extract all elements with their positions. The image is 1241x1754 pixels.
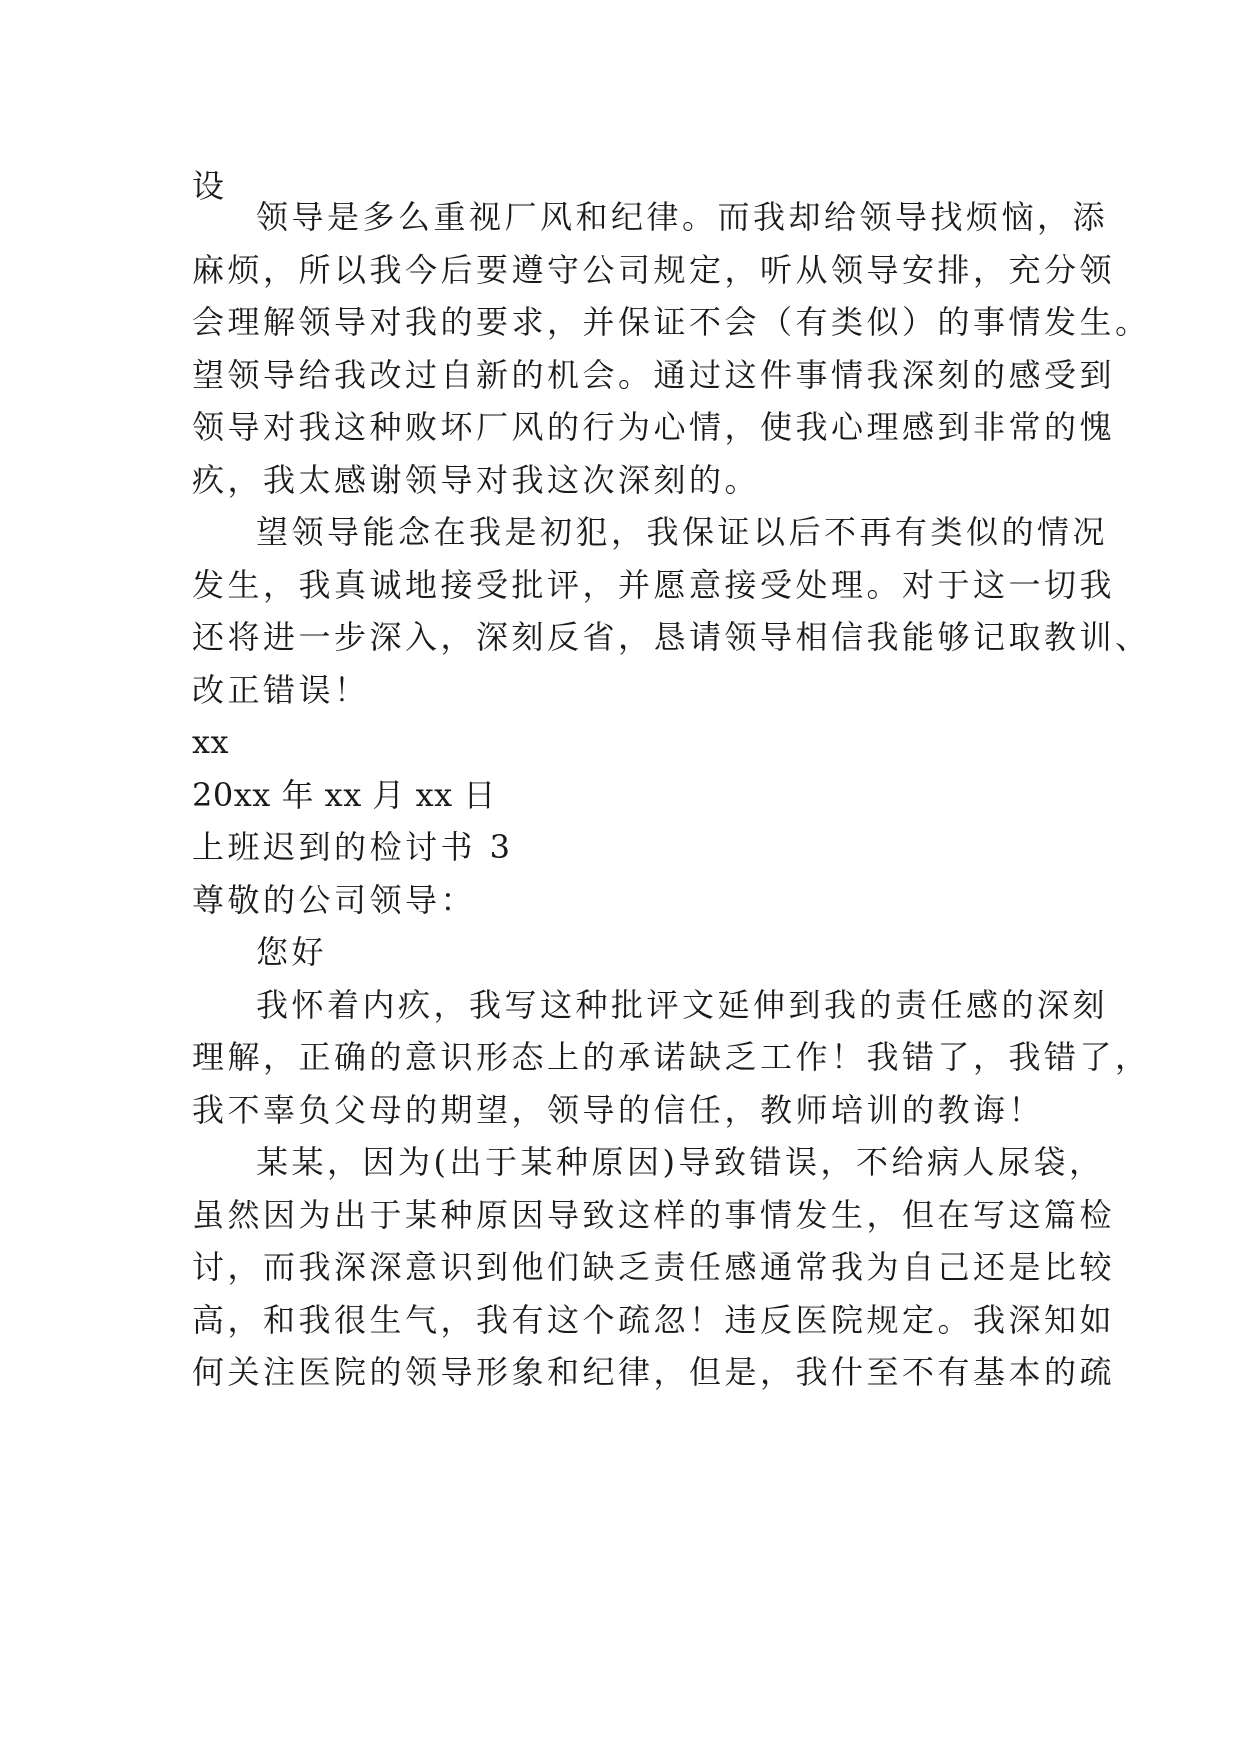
salutation: 尊敬的公司领导： bbox=[192, 881, 477, 919]
text-line-21: 虽然因为出于某种原因导致这样的事情发生，但在写这篇检 bbox=[192, 1196, 1116, 1234]
text-line-17: 我怀着内疚，我写这种批评文延伸到我的责任感的深刻 bbox=[256, 986, 1109, 1024]
text-line-1: 设 bbox=[192, 167, 228, 205]
text-line-9: 发生，我真诚地接受批评，并愿意接受处理。对于这一切我 bbox=[192, 566, 1116, 604]
text-line-2: 领导是多么重视厂风和纪律。而我却给领导找烦恼，添 bbox=[256, 198, 1109, 236]
text-line-18: 理解，正确的意识形态上的承诺缺乏工作！我错了，我错了， bbox=[192, 1038, 1151, 1076]
greeting: 您好 bbox=[256, 933, 328, 971]
text-line-3: 麻烦，所以我今后要遵守公司规定，听从领导安排，充分领 bbox=[192, 251, 1116, 289]
section-title: 上班迟到的检讨书 3 bbox=[192, 828, 514, 866]
text-line-7: 疚，我太感谢领导对我这次深刻的。 bbox=[192, 461, 761, 499]
text-line-24: 何关注医院的领导形象和纪律，但是，我什至不有基本的疏 bbox=[192, 1353, 1116, 1391]
text-line-6: 领导对我这种败坏厂风的行为心情，使我心理感到非常的愧 bbox=[192, 408, 1116, 446]
text-line-23: 高，和我很生气，我有这个疏忽！违反医院规定。我深知如 bbox=[192, 1301, 1116, 1339]
text-line-5: 望领导给我改过自新的机会。通过这件事情我深刻的感受到 bbox=[192, 356, 1116, 394]
signature-name: xx bbox=[192, 723, 230, 761]
text-line-20: 某某，因为(出于某种原因)导致错误，不给病人尿袋， bbox=[256, 1143, 1105, 1181]
text-line-19: 我不辜负父母的期望，领导的信任，教师培训的教诲！ bbox=[192, 1091, 1045, 1129]
text-line-22: 讨，而我深深意识到他们缺乏责任感通常我为自己还是比较 bbox=[192, 1248, 1116, 1286]
text-line-10: 还将进一步深入，深刻反省，恳请领导相信我能够记取教训、 bbox=[192, 618, 1151, 656]
signature-date: 20xx 年 xx 月 xx 日 bbox=[192, 776, 496, 814]
text-line-4: 会理解领导对我的要求，并保证不会（有类似）的事情发生。 bbox=[192, 303, 1151, 341]
text-line-8: 望领导能念在我是初犯，我保证以后不再有类似的情况 bbox=[256, 513, 1109, 551]
text-line-11: 改正错误！ bbox=[192, 671, 370, 709]
